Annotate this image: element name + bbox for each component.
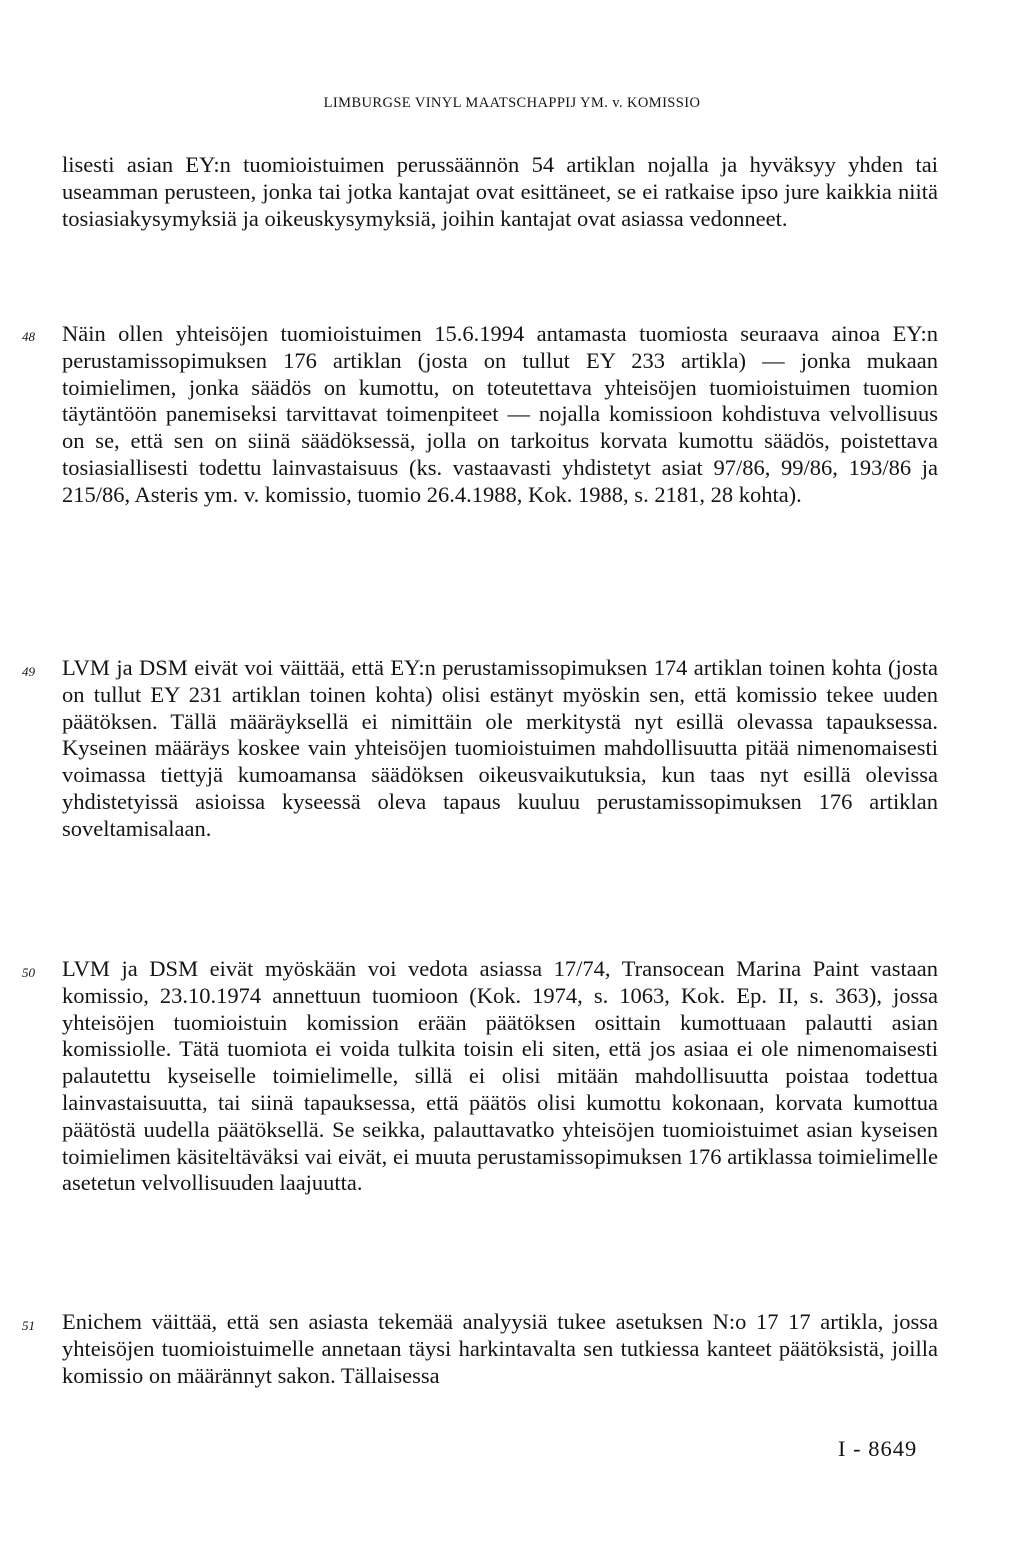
paragraph-number-48: 48	[22, 329, 35, 344]
paragraph-number-51: 51	[22, 1318, 35, 1333]
paragraph-number-49: 49	[22, 664, 35, 679]
paragraph-51: Enichem väittää, että sen asiasta tekemää analyysiä tukee asetuksen N:o 17 17 artikla, jossa yhteisöjen tuomioistuimelle annetaan täysi harkintavalta sen tutkiessa kanteet päätöksistä, joilla komissio on määrännyt sakon. Tällaisessa	[62, 1309, 938, 1388]
paragraph-48: Näin ollen yhteisöjen tuomioistuimen 15.6.1994 antamasta tuomiosta seuraava ainoa EY:n perustamissopimuksen 176 artiklan (josta on tullut EY 233 artikla) — jonka mukaan toimielimen, jonka säädös on kumottu, on toteutettava yhteisöjen tuomioistuimen tuomion täytäntöön panemiseksi tarvittavat toimenpiteet — nojalla komissioon kohdistuva velvollisuus on se, että sen on siinä säädöksessä, jolla on tarkoitus korvata kumottu säädös, poistettava tosiasiallisesti todettu lainvastaisuus (ks. vastaavasti yhdistetyt asiat 97/86, 99/86, 193/86 ja 215/86, Asteris ym. v. komissio, tuomio 26.4.1988, Kok. 1988, s. 2181, 28 kohta).	[62, 321, 938, 507]
paragraph-50: LVM ja DSM eivät myöskään voi vedota asiassa 17/74, Transocean Marina Paint vastaan komissio, 23.10.1974 annettuun tuomioon (Kok. 1974, s. 1063, Kok. Ep. II, s. 363), jossa yhteisöjen tuomioistuin komission erään päätöksen osittain kumottuaan palautti asian komissiolle. Tätä tuomiota ei voida tulkita toisin eli siten, että jos asiaa ei ole nimenomaisesti palautettu kyseiselle toimielimelle, sillä ei olisi mitään mahdollisuutta poistaa todettua lainvastaisuutta, tai siinä tapauksessa, että päätös olisi kumottu kokonaan, korvata kumottua päätöstä uudella päätöksellä. Se seikka, palauttavatko yhteisöjen tuomioistuimet asian kyseisen toimielimen käsiteltäväksi vai eivät, ei muuta perustamissopimuksen 176 artiklassa toimielimelle asetetun velvollisuuden laajuutta.	[62, 956, 938, 1196]
page-number: I - 8649	[838, 1436, 918, 1461]
paragraph-47-continuation: lisesti asian EY:n tuomioistuimen perussäännön 54 artiklan nojalla ja hyväksyy yhden tai useamman perusteen, jonka tai jotka kantajat ovat esittäneet, se ei ratkaise ipso jure kaikkia niitä tosiasiakysymyksiä ja oikeuskysymyksiä, joihin kantajat ovat asiassa vedonneet.	[62, 152, 938, 231]
running-header: LIMBURGSE VINYL MAATSCHAPPIJ YM. v. KOMISSIO	[323, 95, 701, 111]
paragraph-49: LVM ja DSM eivät voi väittää, että EY:n perustamissopimuksen 174 artiklan toinen kohta (josta on tullut EY 231 artiklan toinen kohta) olisi estänyt myöskin sen, että komissio tekee uuden päätöksen. Tällä määräyksellä ei nimittäin ole merkitystä nyt esillä olevassa tapauksessa. Kyseinen määräys koskee vain yhteisöjen tuomioistuimen mahdollisuutta pitää nimenomaisesti voimassa tiettyjä kumoamansa säädöksen oikeusvaikutuksia, kun taas nyt esillä olevissa yhdistetyissä asioissa kyseessä oleva tapaus kuuluu perustamissopimuksen 176 artiklan soveltamisalaan.	[62, 655, 938, 841]
paragraph-number-50: 50	[22, 965, 35, 980]
